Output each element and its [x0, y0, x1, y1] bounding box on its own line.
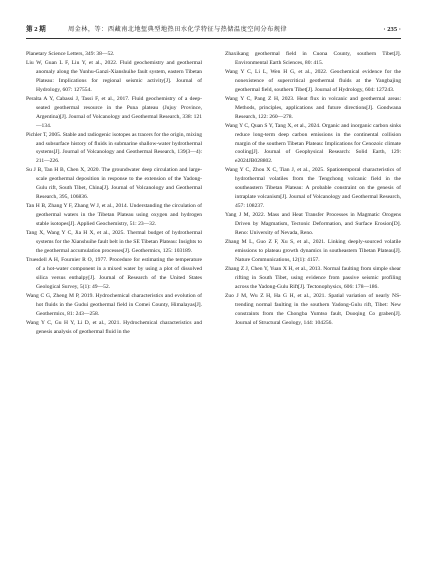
issue-number: 第 2 期 — [26, 26, 46, 33]
references-right-column — [225, 50, 401, 328]
reference-entry: Liu W, Guan L F, Liu Y, et al., 2022. Fluid geochemistry and geothermal anomaly along the Yunhu-Ganzi-Xianshuihe fault system, eastern Tibetan Plateau: Implications for regional seismic activity[J]. Journal of Hydrology, 607: 127554. — [26, 59, 202, 93]
references-left-column — [26, 50, 202, 337]
reference-entry: Truesdell A H, Fournier R O, 1977. Procedure for estimating the temperature of a hot-water component in a mixed water by using a plot of dissolved silica versus enthalpy[J]. Journal of Research of the United States Geological Survey, 5(1): 49—52. — [26, 256, 202, 290]
reference-entry: Planetary Science Letters, 349: 38—52. — [26, 51, 115, 57]
reference-entry: Wang Y C, Pang Z H, 2023. Heat flux in volcanic and geothermal areas: Methods, principles, applications and future directions[J]. Gondwana Research, 122: 260—278. — [225, 95, 401, 120]
running-title: 周金林，等：西藏南北地堑典型地热田水化学特征与热储温度空间分布规律 — [68, 26, 288, 33]
reference-entry: Wang Y C, Gu H Y, Li D, et al., 2021. Hydrochemical characteristics and genesis analysis of geothermal fluid in the — [26, 319, 202, 335]
reference-entry: Wang Y C, Li L, Wen H G, et al., 2022. Geochemical evidence for the nonexistence of supercritical geothermal fluids at the Yangbajing geothermal field, southern Tibet[J]. Journal of Hydrology, 604: 127243. — [225, 68, 401, 93]
reference-entry: Zhang M L, Guo Z F, Xu S, et al., 2021. Linking deeply-sourced volatile emissions to plateau growth dynamics in southeastern Tibetan Plateau[J]. Nature Communications, 12(1): 4157. — [225, 239, 401, 263]
reference-entry: Wang Y C, Quan S Y, Tang X, et al., 2024. Organic and inorganic carbon sinks reduce long-term deep carbon emissions in the continental collision margin of the southern Tibetan Plateau: Implications for Cenozoic climate cooling[J]. Journal of Geophysical Research: Solid Earth, 129: e2024JB028802. — [225, 122, 401, 165]
reference-entry: Pichler T, 2005. Stable and radiogenic isotopes as tracers for the origin, mixing and subsurface history of fluids in submarine shallow-water hydrothermal systems[J]. Journal of Volcanology and Geothermal Research, 139(3—4): 211—226. — [26, 131, 202, 165]
page-number: · 235 · — [383, 26, 401, 33]
reference-entry: Yang J M, 2022. Mass and Heat Transfer Processes in Magmatic Orogens Driven by Magmatism, Tectonic Deformation, and Surface Erosion[D]. Reno: University of Nevada, Reno. — [225, 212, 401, 237]
reference-entry: Su J B, Tan H B, Chen X, 2020. The groundwater deep circulation and large-scale geothermal deposition in response to the extension of the Yadong-Gulu rift, South Tibet, China[J]. Journal of Volcanology and Geothermal Research, 395, 106836. — [26, 167, 202, 201]
reference-entry: Zhang Z J, Chen Y, Yuan X H, et al., 2013. Normal faulting from simple shear rifting in South Tibet, using evidence from passive seismic profiling across the Yadong-Gulu Rift[J]. Tectonophysics, 606: 178—186. — [225, 265, 401, 290]
reference-entry: Tan H B, Zhang Y F, Zhang W J, et al., 2014. Understanding the circulation of geothermal waters in the Tibetan Plateau using oxygen and hydrogen stable isotopes[J]. Applied Geochemistry, 51: 23—32. — [26, 203, 202, 228]
reference-entry: Wang Y C, Zhou X C, Tian J, et al., 2025. Spatiotemporal characteristics of hydrothermal volatiles from the Tengchong volcanic field in the southeastern Tibetan Plateau: A probable constraint on the genesis of intraplate volcanism[J]. Journal of Volcanology and Geothermal Research, 457: 108237. — [225, 167, 401, 210]
reference-entry: Wang C G, Zheng M P, 2019. Hydrochemical characteristics and evolution of hot fluids in the Gudui geothermal field in Comei County, Himalayas[J]. Geothermics, 81: 243—258. — [26, 292, 202, 317]
reference-entry: Tang X, Wang Y C, Jia H X, et al., 2025. Thermal budget of hydrothermal systems for the Xianshuihe fault belt in the SE Tibetan Plateau: Insights to the geothermal accumulation processes[J]. Geothermics, 125: 103189. — [26, 230, 202, 254]
reference-entry: Zhaxikang geothermal field in Cuona County, southern Tibet[J]. Environmental Earth Sciences, 80: 415. — [225, 51, 401, 66]
reference-entry: Zuo J M, Wu Z H, Ha G H, et al., 2021. Spatial variation of nearly NS-trending normal faulting in the southern Yadong-Gulu rift, Tibet: New constraints from the Chongba Yumtso fault, Duoqing Co graben[J]. Journal of Structural Geology, 144: 104256. — [225, 292, 401, 326]
page-header — [26, 22, 401, 39]
reference-entry: Peralta A Y, Cabassi J, Tassi F, et al., 2017. Fluid geochemistry of a deep-seated geothermal resource in the Puna plateau (Jujuy Province, Argentina)[J]. Journal of Volcanology and Geothermal Research, 338: 121—134. — [26, 95, 202, 129]
